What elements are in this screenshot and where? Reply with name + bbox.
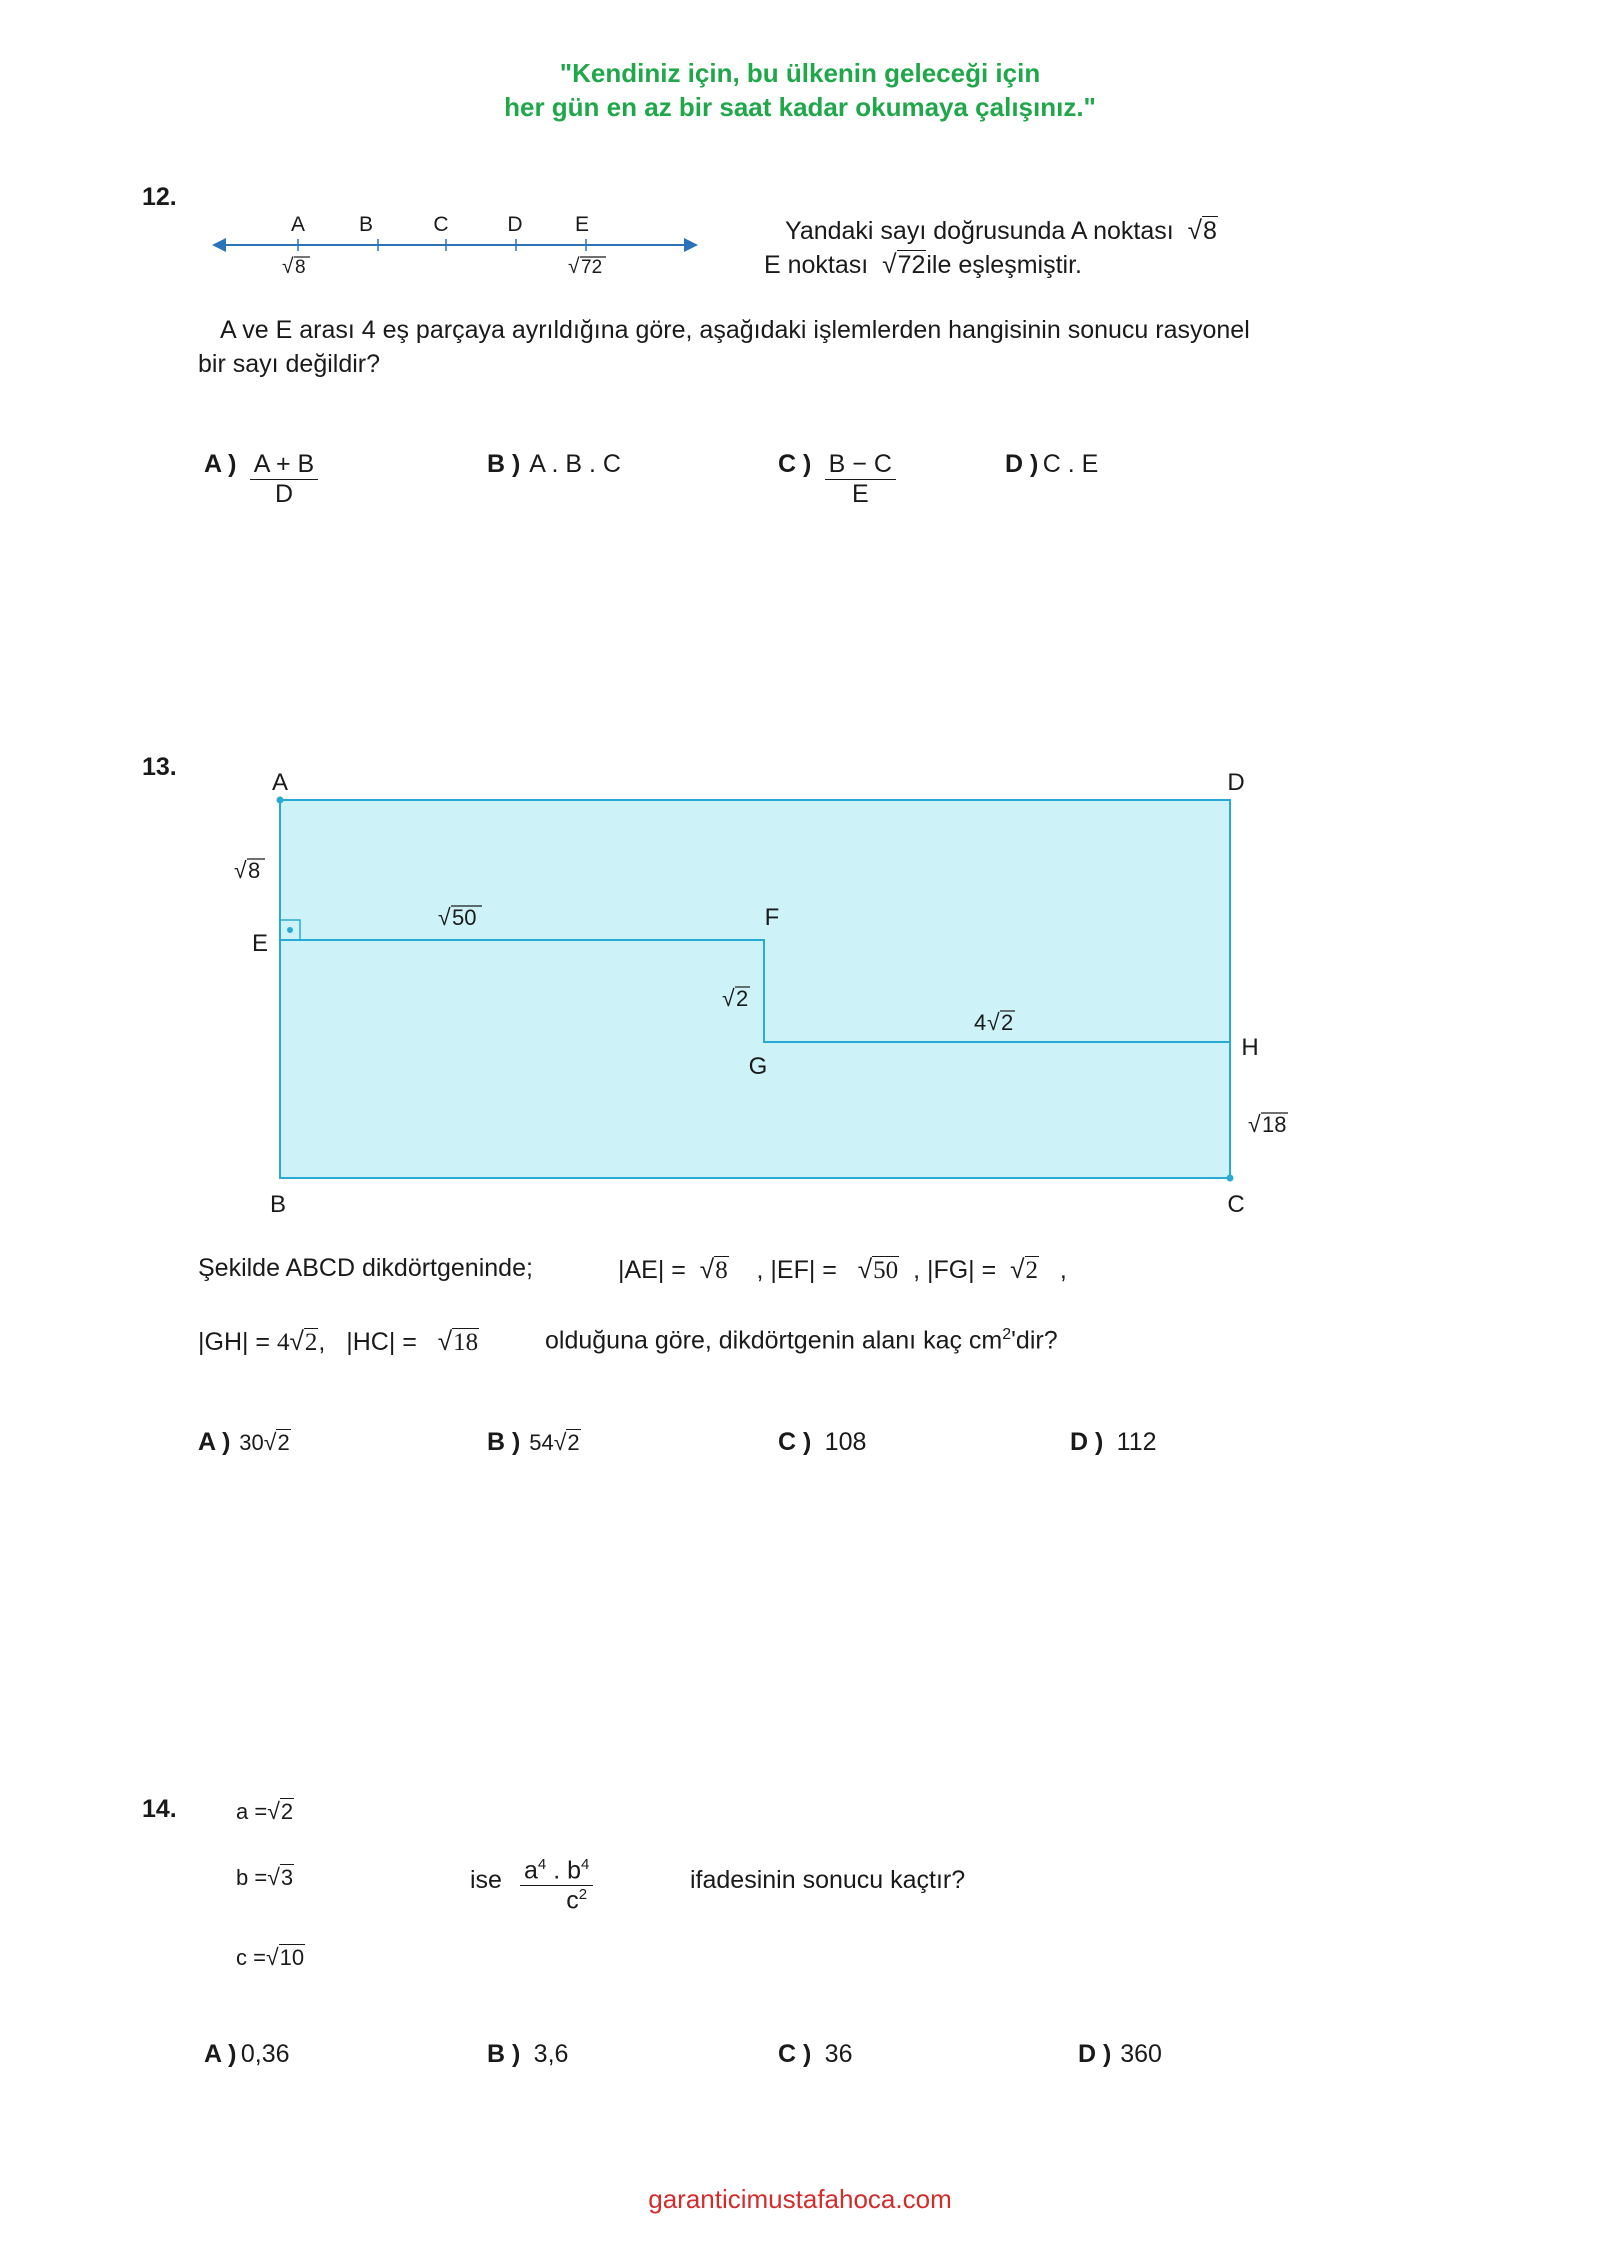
- vertex-a: A: [271, 769, 289, 796]
- length-gh-coef: 4: [974, 1010, 987, 1035]
- question-14-number: 14.: [142, 1795, 177, 1823]
- quote-line-1: "Kendiniz için, bu ülkenin geleceği için: [559, 58, 1041, 88]
- point-label-a: A: [290, 213, 306, 236]
- rectangle-abcd: [280, 800, 1230, 1178]
- q13-given-1: |AE| = √8 , |EF| = √50 , |FG| = √2 ,: [618, 1254, 1067, 1284]
- q12-option-b[interactable]: B ) A . B . C: [487, 450, 621, 478]
- vertex-h: H: [1241, 1034, 1259, 1061]
- number-line: [210, 205, 700, 285]
- q14-option-c[interactable]: C ) 36: [778, 2040, 853, 2068]
- length-fg: 2: [736, 986, 749, 1011]
- svg-text:√: √: [722, 985, 735, 1011]
- length-ef: 50: [452, 905, 477, 930]
- arrow-right-icon: [684, 238, 698, 252]
- vertex-e: E: [251, 930, 269, 957]
- q14-def-a: a =√2: [236, 1798, 294, 1824]
- q14-option-d[interactable]: D ) 360: [1078, 2040, 1162, 2068]
- length-ae: 8: [248, 858, 261, 883]
- length-hc: 18: [1262, 1112, 1287, 1137]
- vertex-g: G: [748, 1053, 768, 1080]
- point-label-d: D: [507, 213, 523, 236]
- q13-option-a[interactable]: A ) 30√2: [198, 1428, 290, 1456]
- arrow-left-icon: [212, 238, 226, 252]
- point-label-c: C: [433, 213, 449, 236]
- footer-site-link[interactable]: garanticimustafahoca.com: [648, 2184, 952, 2214]
- q14-expression: $\frac{a^4 . b^4}{c^2}$: [520, 1856, 593, 1916]
- svg-text:√: √: [1248, 1111, 1261, 1137]
- value-label-a: 8: [295, 257, 306, 278]
- question-12-number: 12.: [142, 183, 177, 211]
- q13-question: olduğuna göre, dikdörtgenin alanı kaç $cm^2'dir$?: [545, 1326, 1058, 1355]
- q14-def-b: b =√3: [236, 1864, 294, 1890]
- vertex-c: C: [1227, 1191, 1245, 1218]
- q14-option-b[interactable]: B ) 3,6: [487, 2040, 569, 2068]
- svg-text:√: √: [282, 255, 294, 278]
- q12-option-c[interactable]: C ) $\frac{B - C}{E}$: [778, 450, 896, 509]
- q13-given-2: |GH| = 4√2, |HC| = √18: [198, 1326, 479, 1356]
- q12-option-a[interactable]: A ) $\frac{A + B}{D}$: [204, 450, 318, 509]
- point-label-e: E: [574, 213, 590, 236]
- q12-question-line-2: bir sayı değildir?: [198, 350, 381, 378]
- vertex-f: F: [764, 904, 780, 931]
- q14-def-c: c =√10: [236, 1944, 305, 1970]
- q12-question-line-1: A ve E arası 4 eş parçaya ayrıldığına göre, aşağıdaki işlemlerden hangisinin sonucu rasyonel: [220, 316, 1250, 344]
- q13-intro: Şekilde ABCD dikdörtgeninde;: [198, 1254, 533, 1282]
- point-label-b: B: [358, 213, 374, 236]
- value-label-e: 72: [581, 257, 603, 278]
- q14-option-a[interactable]: A ) 0,36: [204, 2040, 290, 2068]
- q13-option-c[interactable]: C ) 108: [778, 1428, 867, 1456]
- q14-question: ifadesinin sonucu kaçtır?: [690, 1866, 966, 1894]
- q13-option-b[interactable]: B ) 54√2: [487, 1428, 580, 1456]
- q12-side-line-2: E noktası √72ile eşleşmiştir.: [764, 249, 1082, 279]
- rectangle-diagram: [220, 760, 1320, 1220]
- svg-text:√: √: [234, 857, 247, 883]
- length-gh-rad: 2: [1001, 1010, 1014, 1035]
- q12-option-d[interactable]: D ) C . E: [1005, 450, 1099, 478]
- svg-text:√: √: [987, 1009, 1000, 1035]
- question-13-number: 13.: [142, 753, 177, 781]
- vertex-d: D: [1227, 769, 1245, 796]
- svg-text:√: √: [568, 255, 580, 278]
- q12-side-line-1: Yandaki sayı doğrusunda A noktası √8: [785, 215, 1217, 245]
- quote-line-2: her gün en az bir saat kadar okumaya çalışınız.": [504, 92, 1096, 122]
- svg-text:√: √: [438, 904, 451, 930]
- q13-option-d[interactable]: D ) 112: [1070, 1428, 1157, 1456]
- q14-ise: ise: [470, 1866, 502, 1894]
- vertex-b: B: [269, 1191, 287, 1218]
